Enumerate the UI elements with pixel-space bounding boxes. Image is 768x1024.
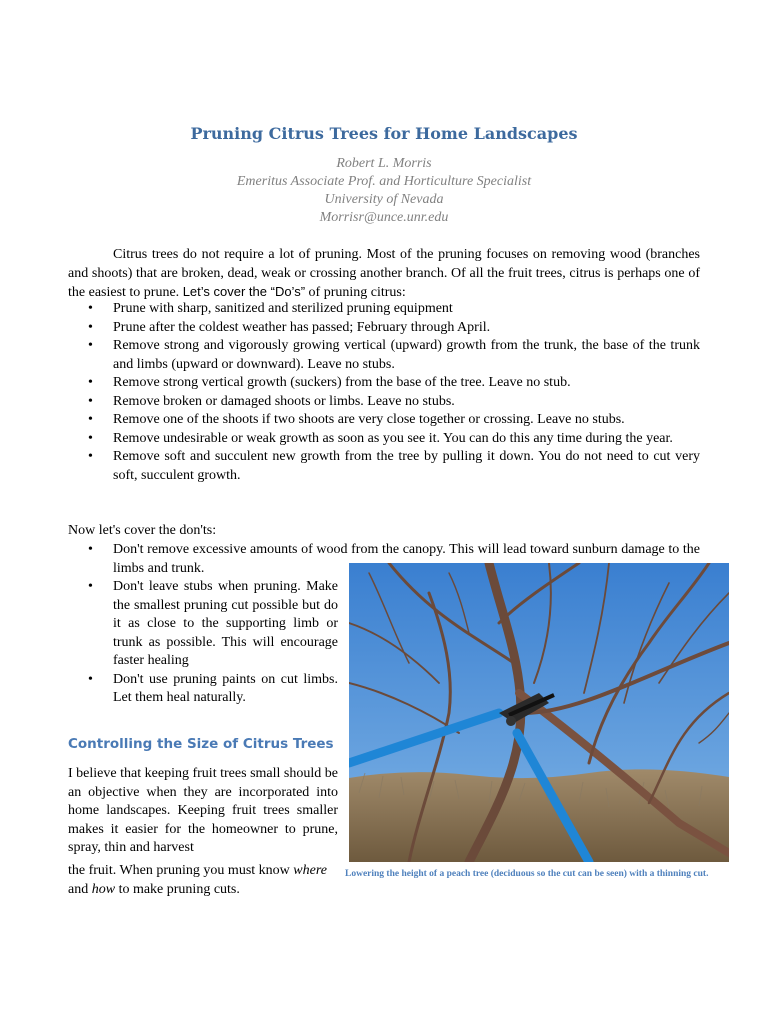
bullet-icon: • [88,393,93,409]
dos-item-text: Prune after the coldest weather has passed; February through April. [113,319,491,335]
dos-item [68,319,700,338]
donts-item [68,578,338,671]
dos-item-text: Remove strong and vigorously growing vertical (upward) growth from the trunk, the base of the trunk and limbs (upward or downward). Leave no stubs. [113,338,700,372]
para-text: the fruit. When pruning you must know [68,863,294,878]
bullet-icon: • [88,430,93,446]
dos-item-text: Remove soft and succulent new growth from the tree by pulling it down. You do not need to cut very soft, succulent growth. [113,449,700,483]
donts-item-text: Don't use pruning paints on cut limbs. Let them heal naturally. [113,671,338,705]
section-heading: Controlling the Size of Citrus Trees [68,736,334,752]
donts-heading: Now let's cover the don'ts: [68,523,217,538]
author-position: Emeritus Associate Prof. and Horticulture Specialist [236,174,532,189]
bullet-icon: • [88,412,93,427]
emphasis-how: how [91,881,116,897]
dos-item [68,337,700,374]
author-institution: University of Nevada [324,192,444,207]
bullet-icon: • [88,542,93,557]
dos-list [68,300,700,485]
para-text: and [68,881,92,897]
dos-item [68,448,700,485]
intro-after: of pruning citrus: [305,285,406,300]
donts-item [68,671,338,708]
size-paragraph-continued [68,862,338,899]
donts-item-text: Don't leave stubs when pruning. Make the smallest pruning cut possible but do it as close to the supporting limb or trunk as possible. This will encourage faster healing [113,579,338,668]
document-title: Pruning Citrus Trees for Home Landscapes [190,124,578,143]
author-block [0,155,768,227]
dos-item-text: Prune with sharp, sanitized and sterilized pruning equipment [113,301,453,316]
bullet-icon: • [88,671,93,687]
bullet-icon: • [88,449,93,464]
intro-text: Citrus trees do not require a lot of pruning. Most of the pruning focuses on removing wood (branches and shoots) that are broken, dead, weak or crossing another branch. Of all the fruit trees, citrus is perhaps one of the easiest to prune. [68,247,700,300]
photo-illustration [349,563,729,862]
dos-item [68,393,700,412]
figure-caption: Lowering the height of a peach tree (deciduous so the cut can be seen) with a thinning cut. [345,869,709,879]
dos-phrase: Let’s cover the “Do’s” [182,284,306,299]
bullet-icon: • [88,301,93,316]
donts-item-text: Don't remove excessive amounts of wood from the canopy. This will lead toward sunburn damage to the limbs and trunk. [113,542,700,576]
dos-item-text: Remove broken or damaged shoots or limbs. Leave no stubs. [113,393,455,409]
para-text: to make pruning cuts. [115,881,240,897]
intro-paragraph [68,246,700,303]
emphasis-where: where [293,863,327,878]
dos-item [68,430,700,449]
bullet-icon: • [88,319,93,335]
author-name: Robert L. Morris [336,156,432,171]
dos-item-text: Remove strong vertical growth (suckers) from the base of the tree. Leave no stub. [113,375,571,390]
bullet-icon: • [88,338,93,353]
size-paragraph: I believe that keeping fruit trees small should be an objective when they are incorporated into home landscapes. Keeping fruit trees smaller makes it easier for the homeowner to prune, spray, thin and harvest [68,766,338,855]
dos-item [68,300,700,319]
donts-list-continued [68,578,338,708]
dos-item-text: Remove one of the shoots if two shoots are very close together or crossing. Leave no stubs. [113,412,625,427]
bullet-icon: • [88,579,93,594]
dos-item-text: Remove undesirable or weak growth as soon as you see it. You can do this any time during the year. [113,430,673,446]
bullet-icon: • [88,375,93,390]
author-email: Morrisr@unce.unr.edu [319,210,449,225]
peach-tree-pruning-photo [349,563,729,862]
dos-item [68,374,700,393]
dos-item [68,411,700,430]
